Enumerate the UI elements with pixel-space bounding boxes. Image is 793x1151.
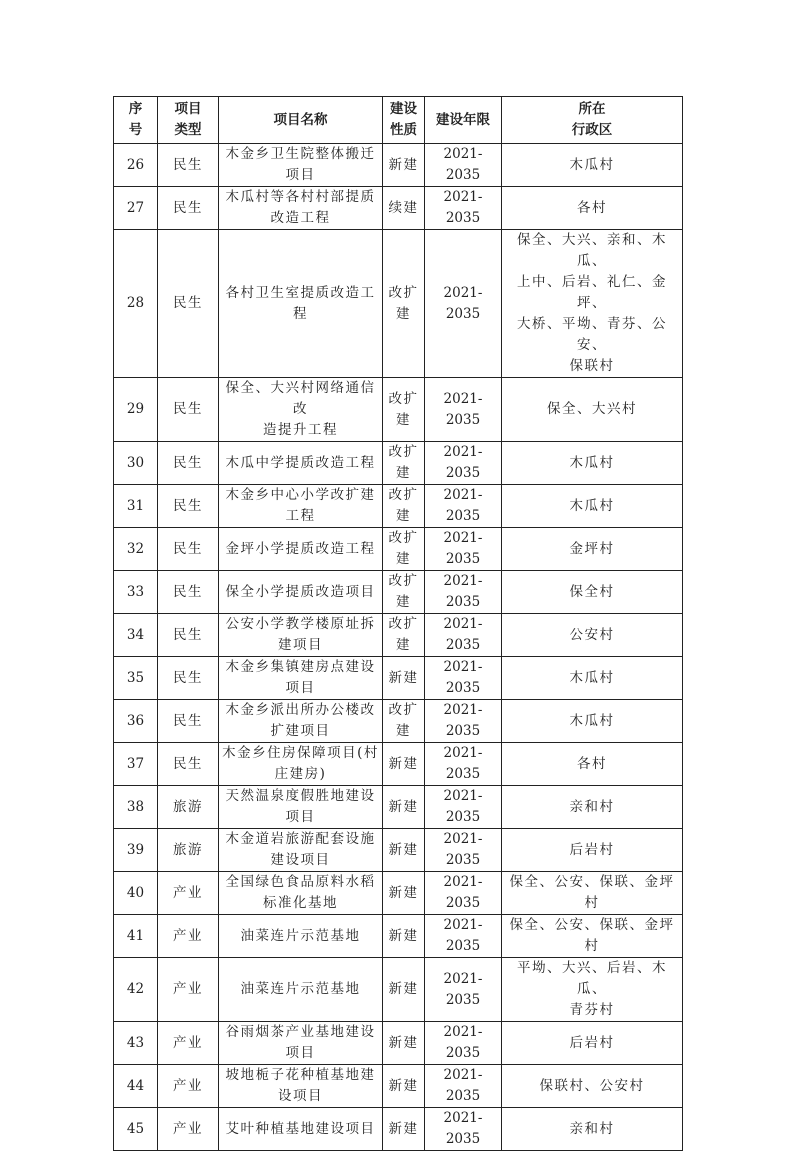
cell-name: 保全、大兴村网络通信改 造提升工程 bbox=[219, 378, 383, 442]
table-row bbox=[114, 378, 683, 442]
cell-type: 民生 bbox=[158, 700, 219, 743]
cell-name: 木瓜中学提质改造工程 bbox=[219, 442, 383, 485]
table-row bbox=[114, 528, 683, 571]
cell-location: 保全、公安、保联、金坪村 bbox=[502, 872, 683, 915]
cell-no: 31 bbox=[114, 485, 158, 528]
cell-no: 39 bbox=[114, 829, 158, 872]
table-row bbox=[114, 614, 683, 657]
cell-period: 2021-2035 bbox=[425, 743, 502, 786]
cell-name: 木金乡住房保障项目(村 庄建房) bbox=[219, 743, 383, 786]
cell-no: 38 bbox=[114, 786, 158, 829]
cell-location: 后岩村 bbox=[502, 829, 683, 872]
cell-no: 43 bbox=[114, 1022, 158, 1065]
cell-period: 2021-2035 bbox=[425, 872, 502, 915]
cell-period: 2021-2035 bbox=[425, 786, 502, 829]
cell-no: 32 bbox=[114, 528, 158, 571]
cell-no: 37 bbox=[114, 743, 158, 786]
cell-period: 2021-2035 bbox=[425, 657, 502, 700]
cell-location: 保全、公安、保联、金坪村 bbox=[502, 915, 683, 958]
cell-type: 民生 bbox=[158, 144, 219, 187]
cell-type: 民生 bbox=[158, 378, 219, 442]
cell-name: 油菜连片示范基地 bbox=[219, 958, 383, 1022]
cell-period: 2021-2035 bbox=[425, 571, 502, 614]
cell-period: 2021-2035 bbox=[425, 187, 502, 230]
cell-nature: 新建 bbox=[383, 1065, 425, 1108]
cell-location: 金坪村 bbox=[502, 528, 683, 571]
cell-type: 产业 bbox=[158, 1108, 219, 1151]
cell-nature: 改扩 建 bbox=[383, 378, 425, 442]
table-row bbox=[114, 958, 683, 1022]
cell-type: 旅游 bbox=[158, 786, 219, 829]
cell-nature: 新建 bbox=[383, 829, 425, 872]
table-row bbox=[114, 144, 683, 187]
cell-location: 木瓜村 bbox=[502, 485, 683, 528]
cell-no: 45 bbox=[114, 1108, 158, 1151]
cell-period: 2021-2035 bbox=[425, 1065, 502, 1108]
cell-name: 金坪小学提质改造工程 bbox=[219, 528, 383, 571]
cell-no: 42 bbox=[114, 958, 158, 1022]
cell-type: 民生 bbox=[158, 442, 219, 485]
cell-nature: 改扩 建 bbox=[383, 528, 425, 571]
cell-period: 2021-2035 bbox=[425, 829, 502, 872]
cell-location: 木瓜村 bbox=[502, 442, 683, 485]
cell-location: 木瓜村 bbox=[502, 657, 683, 700]
cell-name: 木金乡集镇建房点建设 项目 bbox=[219, 657, 383, 700]
cell-name: 坡地栀子花种植基地建 设项目 bbox=[219, 1065, 383, 1108]
cell-nature: 新建 bbox=[383, 743, 425, 786]
cell-no: 44 bbox=[114, 1065, 158, 1108]
cell-type: 民生 bbox=[158, 657, 219, 700]
table-row bbox=[114, 657, 683, 700]
cell-period: 2021-2035 bbox=[425, 614, 502, 657]
cell-location: 保全、大兴村 bbox=[502, 378, 683, 442]
cell-nature: 改扩 建 bbox=[383, 571, 425, 614]
cell-period: 2021-2035 bbox=[425, 485, 502, 528]
table-row bbox=[114, 1065, 683, 1108]
cell-name: 天然温泉度假胜地建设 项目 bbox=[219, 786, 383, 829]
project-table bbox=[113, 96, 683, 1151]
cell-no: 35 bbox=[114, 657, 158, 700]
cell-name: 各村卫生室提质改造工 程 bbox=[219, 230, 383, 378]
cell-nature: 新建 bbox=[383, 1108, 425, 1151]
cell-location: 保全、大兴、亲和、木瓜、 上中、后岩、礼仁、金坪、 大桥、平坳、青芬、公安、 保联村 bbox=[502, 230, 683, 378]
cell-name: 木瓜村等各村村部提质 改造工程 bbox=[219, 187, 383, 230]
cell-no: 40 bbox=[114, 872, 158, 915]
cell-period: 2021-2035 bbox=[425, 230, 502, 378]
cell-location: 公安村 bbox=[502, 614, 683, 657]
cell-period: 2021-2035 bbox=[425, 1108, 502, 1151]
cell-no: 33 bbox=[114, 571, 158, 614]
cell-type: 民生 bbox=[158, 614, 219, 657]
table-row bbox=[114, 743, 683, 786]
cell-no: 28 bbox=[114, 230, 158, 378]
table-row bbox=[114, 571, 683, 614]
cell-type: 旅游 bbox=[158, 829, 219, 872]
cell-period: 2021-2035 bbox=[425, 1022, 502, 1065]
cell-type: 产业 bbox=[158, 872, 219, 915]
header-period: 建设年限 bbox=[425, 97, 502, 144]
cell-no: 30 bbox=[114, 442, 158, 485]
cell-no: 34 bbox=[114, 614, 158, 657]
cell-location: 各村 bbox=[502, 187, 683, 230]
cell-no: 27 bbox=[114, 187, 158, 230]
cell-nature: 改扩 建 bbox=[383, 230, 425, 378]
table-row bbox=[114, 915, 683, 958]
cell-location: 木瓜村 bbox=[502, 700, 683, 743]
cell-nature: 改扩 建 bbox=[383, 614, 425, 657]
cell-location: 各村 bbox=[502, 743, 683, 786]
cell-name: 木金乡派出所办公楼改 扩建项目 bbox=[219, 700, 383, 743]
cell-type: 民生 bbox=[158, 230, 219, 378]
cell-period: 2021-2035 bbox=[425, 700, 502, 743]
table-row bbox=[114, 442, 683, 485]
cell-type: 民生 bbox=[158, 528, 219, 571]
cell-nature: 新建 bbox=[383, 144, 425, 187]
cell-name: 木金乡中心小学改扩建 工程 bbox=[219, 485, 383, 528]
cell-nature: 新建 bbox=[383, 958, 425, 1022]
table-row bbox=[114, 700, 683, 743]
cell-location: 亲和村 bbox=[502, 1108, 683, 1151]
cell-nature: 新建 bbox=[383, 657, 425, 700]
cell-nature: 新建 bbox=[383, 915, 425, 958]
header-no: 序 号 bbox=[114, 97, 158, 144]
table-row bbox=[114, 187, 683, 230]
table-row bbox=[114, 829, 683, 872]
cell-type: 产业 bbox=[158, 915, 219, 958]
cell-name: 全国绿色食品原料水稻 标准化基地 bbox=[219, 872, 383, 915]
cell-nature: 改扩 建 bbox=[383, 700, 425, 743]
cell-no: 41 bbox=[114, 915, 158, 958]
cell-type: 产业 bbox=[158, 1022, 219, 1065]
cell-nature: 续建 bbox=[383, 187, 425, 230]
cell-type: 民生 bbox=[158, 187, 219, 230]
cell-period: 2021-2035 bbox=[425, 378, 502, 442]
cell-name: 油菜连片示范基地 bbox=[219, 915, 383, 958]
cell-nature: 新建 bbox=[383, 1022, 425, 1065]
cell-nature: 新建 bbox=[383, 872, 425, 915]
cell-name: 艾叶种植基地建设项目 bbox=[219, 1108, 383, 1151]
cell-location: 后岩村 bbox=[502, 1022, 683, 1065]
cell-name: 木金道岩旅游配套设施 建设项目 bbox=[219, 829, 383, 872]
cell-name: 谷雨烟茶产业基地建设 项目 bbox=[219, 1022, 383, 1065]
table-row bbox=[114, 872, 683, 915]
cell-type: 产业 bbox=[158, 1065, 219, 1108]
cell-location: 亲和村 bbox=[502, 786, 683, 829]
cell-no: 26 bbox=[114, 144, 158, 187]
table-header bbox=[114, 97, 683, 144]
table-row bbox=[114, 485, 683, 528]
table-row bbox=[114, 1022, 683, 1065]
header-nature: 建设 性质 bbox=[383, 97, 425, 144]
cell-nature: 改扩 建 bbox=[383, 485, 425, 528]
cell-no: 29 bbox=[114, 378, 158, 442]
cell-type: 民生 bbox=[158, 571, 219, 614]
cell-period: 2021-2035 bbox=[425, 915, 502, 958]
cell-location: 保联村、公安村 bbox=[502, 1065, 683, 1108]
table-row bbox=[114, 786, 683, 829]
header-name: 项目名称 bbox=[219, 97, 383, 144]
cell-period: 2021-2035 bbox=[425, 144, 502, 187]
cell-type: 民生 bbox=[158, 485, 219, 528]
cell-nature: 改扩 建 bbox=[383, 442, 425, 485]
cell-type: 产业 bbox=[158, 958, 219, 1022]
cell-period: 2021-2035 bbox=[425, 528, 502, 571]
cell-type: 民生 bbox=[158, 743, 219, 786]
table-row bbox=[114, 230, 683, 378]
cell-name: 保全小学提质改造项目 bbox=[219, 571, 383, 614]
header-location: 所在 行政区 bbox=[502, 97, 683, 144]
cell-period: 2021-2035 bbox=[425, 442, 502, 485]
cell-period: 2021-2035 bbox=[425, 958, 502, 1022]
cell-name: 木金乡卫生院整体搬迁 项目 bbox=[219, 144, 383, 187]
cell-location: 木瓜村 bbox=[502, 144, 683, 187]
cell-location: 保全村 bbox=[502, 571, 683, 614]
cell-nature: 新建 bbox=[383, 786, 425, 829]
cell-location: 平坳、大兴、后岩、木瓜、 青芬村 bbox=[502, 958, 683, 1022]
table-row bbox=[114, 1108, 683, 1151]
header-type: 项目 类型 bbox=[158, 97, 219, 144]
cell-no: 36 bbox=[114, 700, 158, 743]
cell-name: 公安小学教学楼原址拆 建项目 bbox=[219, 614, 383, 657]
